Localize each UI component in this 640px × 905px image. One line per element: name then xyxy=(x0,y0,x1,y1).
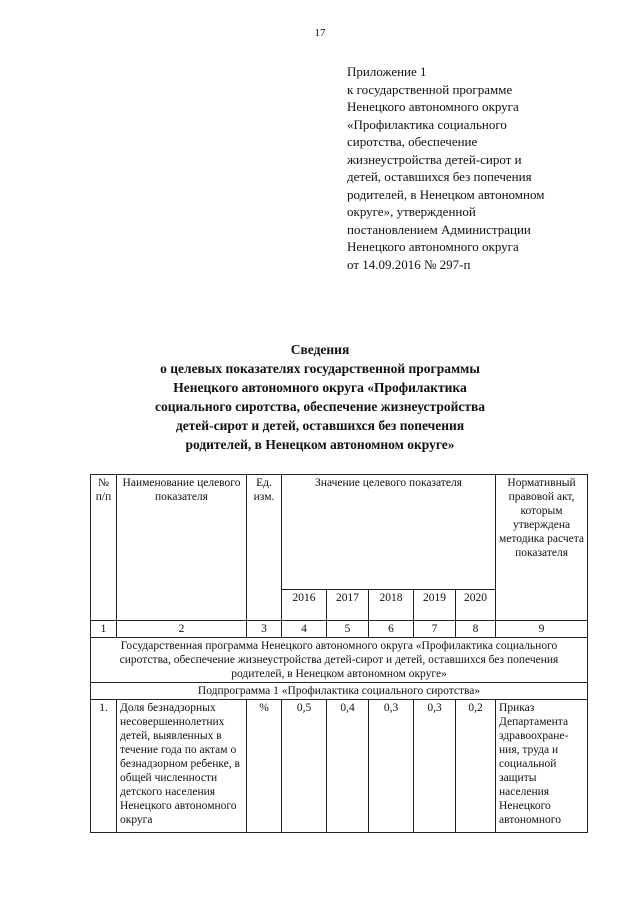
header-unit: Ед. изм. xyxy=(247,475,282,621)
column-number: 5 xyxy=(327,621,369,638)
header-year: 2016 xyxy=(282,590,327,621)
appendix-line: округе», утвержденной xyxy=(347,204,476,219)
header-act: Нормативный правовой акт, которым утверждена методика расчета показателя xyxy=(496,475,588,621)
header-year: 2017 xyxy=(327,590,369,621)
title-line: Ненецкого автономного округа «Профилактика xyxy=(173,380,467,395)
appendix-line: Ненецкого автономного округа xyxy=(347,239,519,254)
appendix-line: родителей, в Ненецком автономном xyxy=(347,186,545,202)
title-line: Сведения xyxy=(290,342,350,357)
header-value: Значение целевого показателя xyxy=(282,475,496,590)
indicator-name: Доля безнадзорных несовершеннолетних детей, выявленных в течение года по актам о безнадзорном ребенке, в общей численности детского населения Ненецкого автономного округа xyxy=(117,700,247,833)
indicator-unit: % xyxy=(247,700,282,833)
column-number: 4 xyxy=(282,621,327,638)
column-number: 1 xyxy=(91,621,117,638)
header-year: 2018 xyxy=(369,590,414,621)
appendix-line: к государственной программе xyxy=(347,81,513,97)
title-line: социального сиротства, обеспечение жизнеустройства xyxy=(154,399,486,414)
appendix-line: Ненецкого автономного округа xyxy=(347,99,519,114)
page-number: 17 xyxy=(314,27,326,39)
header-year: 2020 xyxy=(456,590,496,621)
row-num: 1. xyxy=(91,700,117,833)
appendix-line: от 14.09.2016 № 297-п xyxy=(347,256,471,272)
column-number: 9 xyxy=(496,621,588,638)
subprogram-row: Подпрограмма 1 «Профилактика социального сиротства» xyxy=(91,683,588,700)
appendix-line: сиротства, обеспечение xyxy=(347,134,478,149)
normative-act: Приказ Департамента здравоохране-ния, труда и социальной защиты населения Ненецкого автономного xyxy=(496,700,588,833)
appendix-line: детей, оставшихся без попечения xyxy=(347,169,532,184)
indicator-value-2016: 0,5 xyxy=(282,700,327,833)
column-number: 3 xyxy=(247,621,282,638)
header-name: Наименование целевого показателя xyxy=(117,475,247,621)
appendix-line: постановлением Администрации xyxy=(347,221,531,237)
appendix-line: жизнеустройства детей-сирот и xyxy=(347,151,522,167)
indicator-value-2018: 0,3 xyxy=(369,700,414,833)
program-row: Государственная программа Ненецкого автономного округа «Профилактика социального сиротства, обеспечение жизнеустройства детей-сирот и детей, оставшихся без попечения родителей, в Ненецком автономном округе» xyxy=(91,638,588,683)
column-number: 8 xyxy=(456,621,496,638)
column-number: 2 xyxy=(117,621,247,638)
title-line: детей-сирот и детей, оставшихся без попечения xyxy=(175,418,465,433)
indicators-table xyxy=(90,474,588,833)
appendix-block xyxy=(347,63,617,273)
document-title xyxy=(60,340,580,454)
indicator-value-2020: 0,2 xyxy=(456,700,496,833)
appendix-line: «Профилактика социального xyxy=(347,116,507,132)
header-num: № п/п xyxy=(91,475,117,621)
indicator-value-2017: 0,4 xyxy=(327,700,369,833)
table-row xyxy=(91,700,588,833)
title-line: родителей, в Ненецком автономном округе» xyxy=(185,437,455,452)
column-number: 7 xyxy=(414,621,456,638)
appendix-line: Приложение 1 xyxy=(347,64,427,79)
header-year: 2019 xyxy=(414,590,456,621)
column-number: 6 xyxy=(369,621,414,638)
indicator-value-2019: 0,3 xyxy=(414,700,456,833)
title-line: о целевых показателях государственной программы xyxy=(160,361,480,376)
